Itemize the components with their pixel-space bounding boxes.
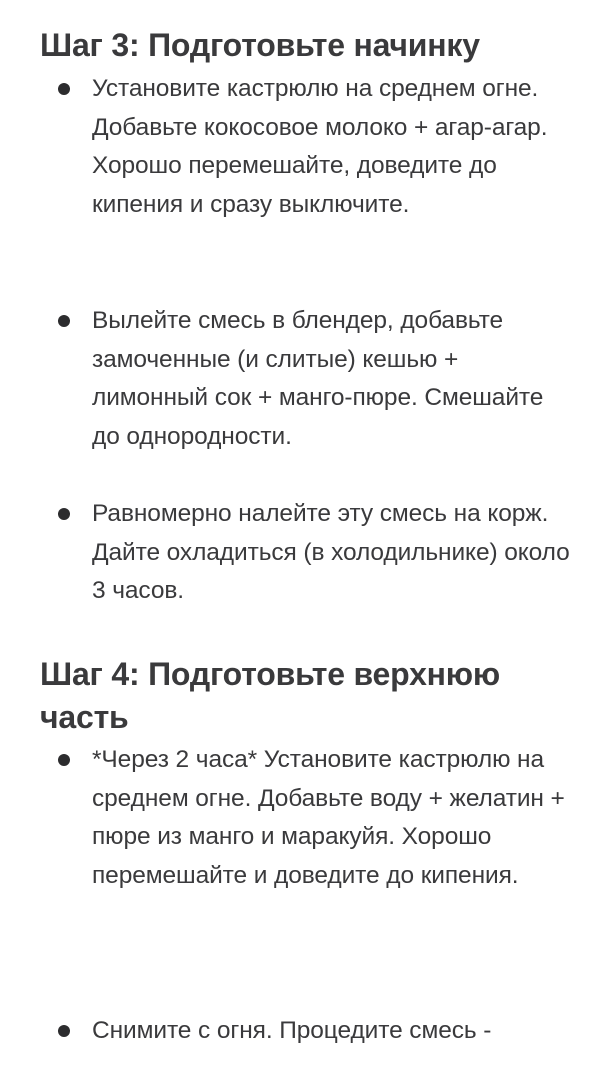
- bullet-icon: [58, 1025, 70, 1037]
- list-item: [92, 495, 572, 611]
- list-item-text: Равномерно налейте эту смесь на корж. Дайте охладиться (в холодильнике) около 3 часов.: [92, 500, 570, 604]
- bullet-icon: [58, 83, 70, 95]
- bullet-icon: [58, 754, 70, 766]
- list-item: [92, 70, 572, 224]
- list-item-text: Установите кастрюлю на среднем огне. Добавьте кокосовое молоко + агар-агар. Хорошо перемешайте, доведите до кипения и сразу выключите.: [92, 75, 548, 218]
- list-item: [92, 1012, 572, 1051]
- list-item: [92, 302, 572, 456]
- list-item-text: *Через 2 часа* Установите кастрюлю на среднем огне. Добавьте воду + желатин + пюре из манго и маракуйя. Хорошо перемешайте и доведите до кипения.: [92, 746, 565, 889]
- list-item-text: Снимите с огня. Процедите смесь -: [92, 1017, 492, 1044]
- list-item: [92, 741, 572, 895]
- step-3-heading: Шаг 3: Подготовьте начинку: [40, 27, 480, 63]
- bullet-icon: [58, 315, 70, 327]
- bullet-icon: [58, 508, 70, 520]
- list-item-text: Вылейте смесь в блендер, добавьте замоченные (и слитые) кешью + лимонный сок + манго-пюре. Смешайте до однородности.: [92, 307, 544, 450]
- step-4-heading: Шаг 4: Подготовьте верхнюю часть: [40, 656, 501, 735]
